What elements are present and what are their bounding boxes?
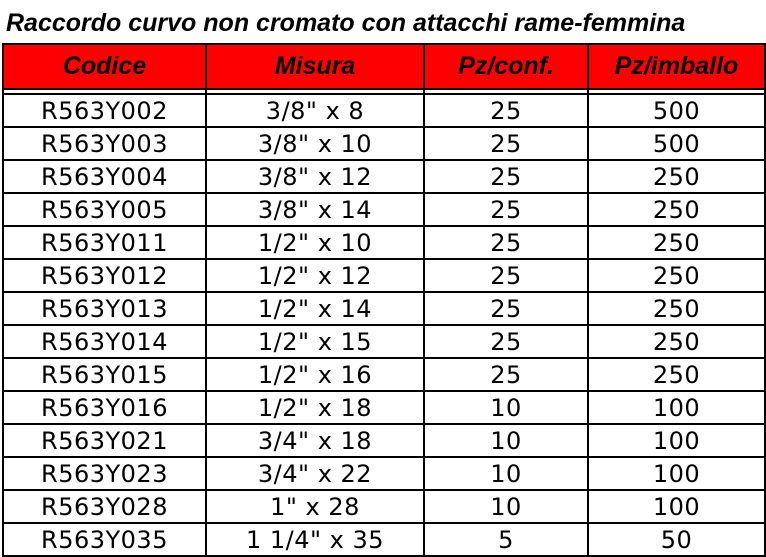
cell-codice: R563Y005	[3, 193, 206, 226]
cell-pz-conf: 10	[424, 490, 588, 523]
cell-pz-imballo: 250	[588, 325, 765, 358]
cell-codice: R563Y035	[3, 523, 206, 556]
cell-pz-imballo: 500	[588, 94, 765, 127]
cell-pz-conf: 25	[424, 226, 588, 259]
cell-codice: R563Y002	[3, 94, 206, 127]
column-header-pz-imballo: Pz/imballo	[588, 44, 765, 89]
table-row	[3, 490, 765, 523]
header-row	[3, 44, 765, 89]
table-row	[3, 523, 765, 556]
cell-pz-imballo: 250	[588, 160, 765, 193]
cell-pz-imballo: 250	[588, 259, 765, 292]
table-row	[3, 358, 765, 391]
cell-pz-conf: 25	[424, 94, 588, 127]
cell-pz-imballo: 250	[588, 358, 765, 391]
table-row	[3, 226, 765, 259]
cell-pz-conf: 10	[424, 391, 588, 424]
table-row	[3, 259, 765, 292]
cell-pz-conf: 10	[424, 424, 588, 457]
table-body	[3, 89, 765, 556]
column-header-pz-conf: Pz/conf.	[424, 44, 588, 89]
cell-misura: 3/8" x 14	[206, 193, 424, 226]
cell-pz-conf: 25	[424, 325, 588, 358]
table-row	[3, 94, 765, 127]
cell-misura: 1 1/4" x 35	[206, 523, 424, 556]
cell-misura: 3/8" x 8	[206, 94, 424, 127]
cell-pz-conf: 25	[424, 127, 588, 160]
cell-pz-imballo: 100	[588, 457, 765, 490]
cell-pz-conf: 25	[424, 160, 588, 193]
cell-pz-imballo: 50	[588, 523, 765, 556]
cell-codice: R563Y015	[3, 358, 206, 391]
cell-pz-imballo: 250	[588, 193, 765, 226]
table-row	[3, 127, 765, 160]
cell-codice: R563Y003	[3, 127, 206, 160]
table-row	[3, 424, 765, 457]
cell-pz-imballo: 100	[588, 391, 765, 424]
cell-pz-conf: 25	[424, 259, 588, 292]
cell-misura: 1" x 28	[206, 490, 424, 523]
cell-misura: 1/2" x 12	[206, 259, 424, 292]
cell-codice: R563Y028	[3, 490, 206, 523]
cell-pz-conf: 10	[424, 457, 588, 490]
cell-codice: R563Y012	[3, 259, 206, 292]
cell-codice: R563Y013	[3, 292, 206, 325]
document-title: Raccordo curvo non cromato con attacchi rame-femmina	[6, 9, 686, 37]
cell-misura: 1/2" x 16	[206, 358, 424, 391]
cell-misura: 1/2" x 18	[206, 391, 424, 424]
table-row	[3, 292, 765, 325]
cell-misura: 3/8" x 10	[206, 127, 424, 160]
cell-pz-conf: 25	[424, 292, 588, 325]
cell-pz-imballo: 100	[588, 424, 765, 457]
cell-pz-conf: 5	[424, 523, 588, 556]
cell-codice: R563Y011	[3, 226, 206, 259]
product-table	[2, 43, 766, 557]
cell-codice: R563Y004	[3, 160, 206, 193]
cell-pz-imballo: 250	[588, 292, 765, 325]
cell-codice: R563Y014	[3, 325, 206, 358]
column-header-codice: Codice	[3, 44, 206, 89]
cell-pz-conf: 25	[424, 193, 588, 226]
table-row	[3, 391, 765, 424]
cell-pz-imballo: 100	[588, 490, 765, 523]
table-row	[3, 457, 765, 490]
cell-misura: 1/2" x 10	[206, 226, 424, 259]
cell-misura: 3/8" x 12	[206, 160, 424, 193]
table-header	[3, 44, 765, 89]
cell-codice: R563Y021	[3, 424, 206, 457]
cell-pz-imballo: 500	[588, 127, 765, 160]
table-row	[3, 325, 765, 358]
cell-codice: R563Y023	[3, 457, 206, 490]
table-row	[3, 160, 765, 193]
cell-misura: 1/2" x 14	[206, 292, 424, 325]
cell-pz-conf: 25	[424, 358, 588, 391]
cell-misura: 1/2" x 15	[206, 325, 424, 358]
table-row	[3, 193, 765, 226]
cell-codice: R563Y016	[3, 391, 206, 424]
column-header-misura: Misura	[206, 44, 424, 89]
cell-misura: 3/4" x 18	[206, 424, 424, 457]
cell-misura: 3/4" x 22	[206, 457, 424, 490]
cell-pz-imballo: 250	[588, 226, 765, 259]
